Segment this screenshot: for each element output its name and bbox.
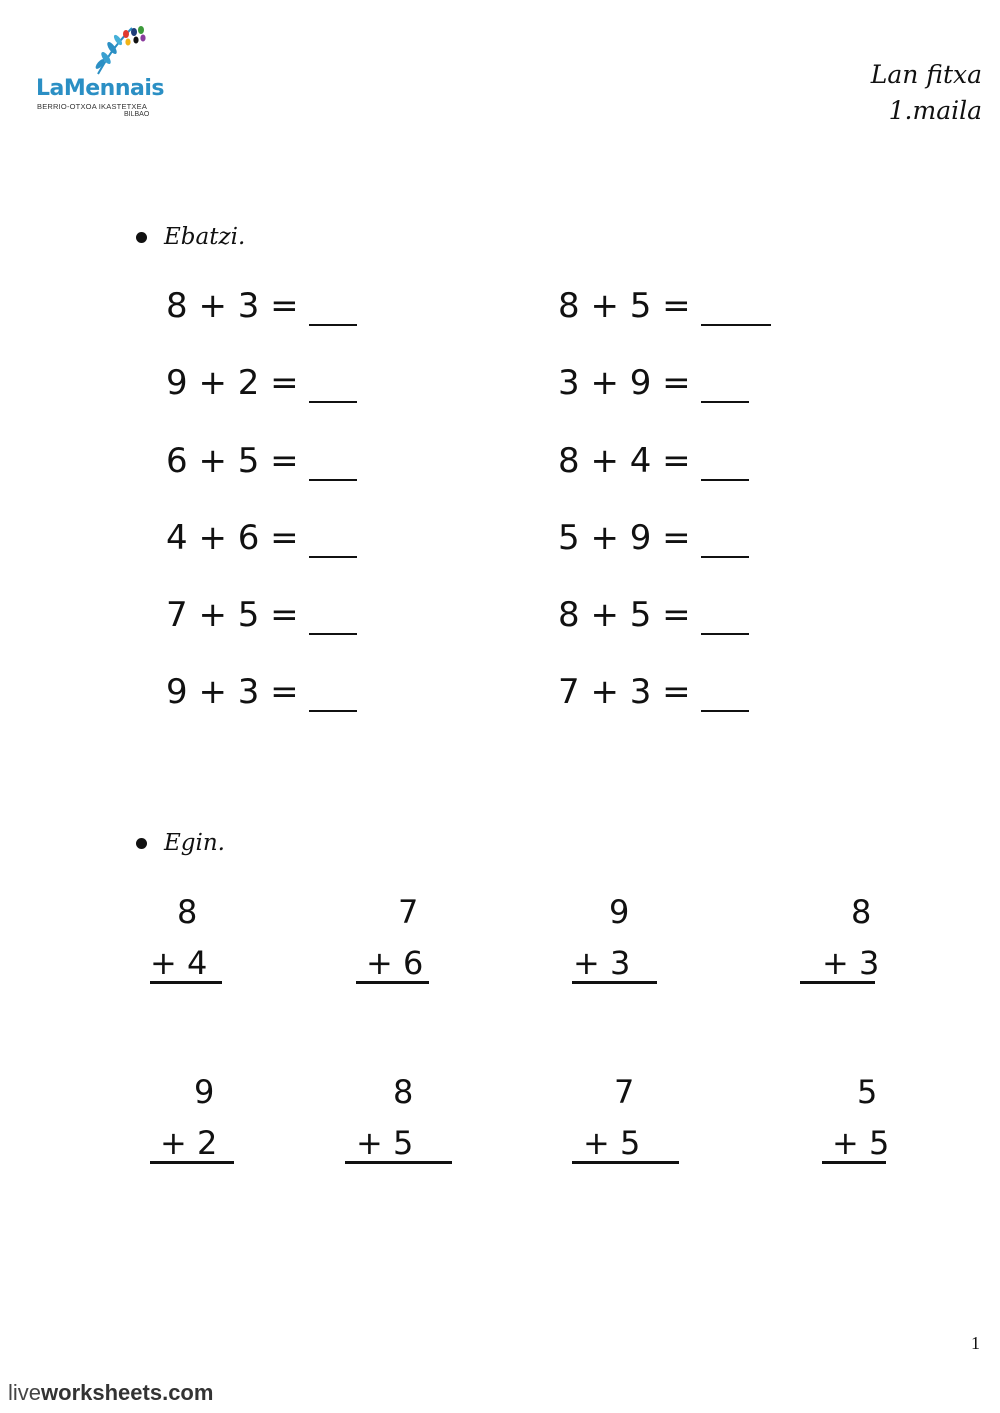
answer-blank[interactable]	[309, 599, 357, 635]
addend-bottom: + 5	[356, 1124, 414, 1162]
addend-top: 8	[393, 1073, 414, 1111]
answer-blank[interactable]	[309, 445, 357, 481]
school-logo	[34, 24, 164, 124]
section-solve-label: Ebatzi.	[164, 224, 246, 250]
logo-name: LaMennais	[36, 76, 164, 101]
equation-row	[166, 363, 357, 403]
sum-line[interactable]	[572, 981, 657, 984]
equation-row	[166, 441, 357, 481]
section-do	[136, 830, 225, 856]
equation-row	[166, 286, 357, 326]
answer-blank[interactable]	[701, 367, 749, 403]
answer-blank[interactable]	[701, 676, 749, 712]
equation-expression: 8 + 5 =	[558, 595, 691, 635]
sum-line[interactable]	[150, 981, 222, 984]
addend-top: 5	[857, 1073, 878, 1111]
equation-row	[558, 286, 771, 326]
answer-blank[interactable]	[309, 522, 357, 558]
worksheet-title: Lan fitxa	[870, 60, 982, 89]
addend-bottom: + 4	[150, 944, 208, 982]
watermark-prefix: live	[8, 1380, 42, 1405]
addend-bottom: + 5	[832, 1124, 890, 1162]
equation-expression: 4 + 6 =	[166, 518, 299, 558]
sum-line[interactable]	[800, 981, 875, 984]
answer-blank[interactable]	[701, 599, 749, 635]
equation-row	[166, 595, 357, 635]
answer-blank[interactable]	[309, 290, 357, 326]
logo-city: BILBAO	[124, 111, 150, 118]
wheat-leaves-icon	[92, 24, 152, 76]
answer-blank[interactable]	[701, 290, 771, 326]
section-solve	[136, 224, 245, 250]
site-watermark[interactable]	[8, 1380, 213, 1406]
equation-row	[166, 672, 357, 712]
watermark-suffix: .com	[162, 1380, 214, 1405]
addend-top: 7	[398, 893, 419, 931]
answer-blank[interactable]	[309, 676, 357, 712]
equation-expression: 9 + 2 =	[166, 363, 299, 403]
addend-top: 7	[614, 1073, 635, 1111]
equation-expression: 8 + 4 =	[558, 441, 691, 481]
addend-top: 8	[851, 893, 872, 931]
bullet-icon	[136, 232, 147, 243]
equation-expression: 6 + 5 =	[166, 441, 299, 481]
addend-bottom: + 5	[583, 1124, 641, 1162]
equation-row	[558, 672, 749, 712]
addend-top: 9	[609, 893, 630, 931]
addend-top: 8	[177, 893, 198, 931]
sum-line[interactable]	[822, 1161, 886, 1164]
addend-bottom: + 6	[366, 944, 424, 982]
page-number: 1	[971, 1333, 980, 1353]
grade-level: 1.maila	[888, 96, 982, 125]
equation-expression: 8 + 3 =	[166, 286, 299, 326]
addend-bottom: + 2	[160, 1124, 218, 1162]
equation-expression: 8 + 5 =	[558, 286, 691, 326]
equation-row	[166, 518, 357, 558]
equation-expression: 7 + 5 =	[166, 595, 299, 635]
addend-top: 9	[194, 1073, 215, 1111]
equation-expression: 3 + 9 =	[558, 363, 691, 403]
logo-subtitle: BERRIO-OTXOA IKASTETXEA	[37, 102, 148, 111]
equation-row	[558, 363, 749, 403]
equation-row	[558, 518, 749, 558]
answer-blank[interactable]	[701, 522, 749, 558]
bullet-icon	[136, 838, 147, 849]
sum-line[interactable]	[356, 981, 429, 984]
section-do-label: Egin.	[164, 830, 225, 856]
sum-line[interactable]	[572, 1161, 679, 1164]
addend-bottom: + 3	[573, 944, 631, 982]
equation-expression: 7 + 3 =	[558, 672, 691, 712]
equation-row	[558, 595, 749, 635]
equation-expression: 5 + 9 =	[558, 518, 691, 558]
sum-line[interactable]	[345, 1161, 452, 1164]
equation-row	[558, 441, 749, 481]
addend-bottom: + 3	[822, 944, 880, 982]
watermark-brand: worksheets	[41, 1380, 163, 1405]
sum-line[interactable]	[150, 1161, 234, 1164]
answer-blank[interactable]	[309, 367, 357, 403]
answer-blank[interactable]	[701, 445, 749, 481]
equation-expression: 9 + 3 =	[166, 672, 299, 712]
